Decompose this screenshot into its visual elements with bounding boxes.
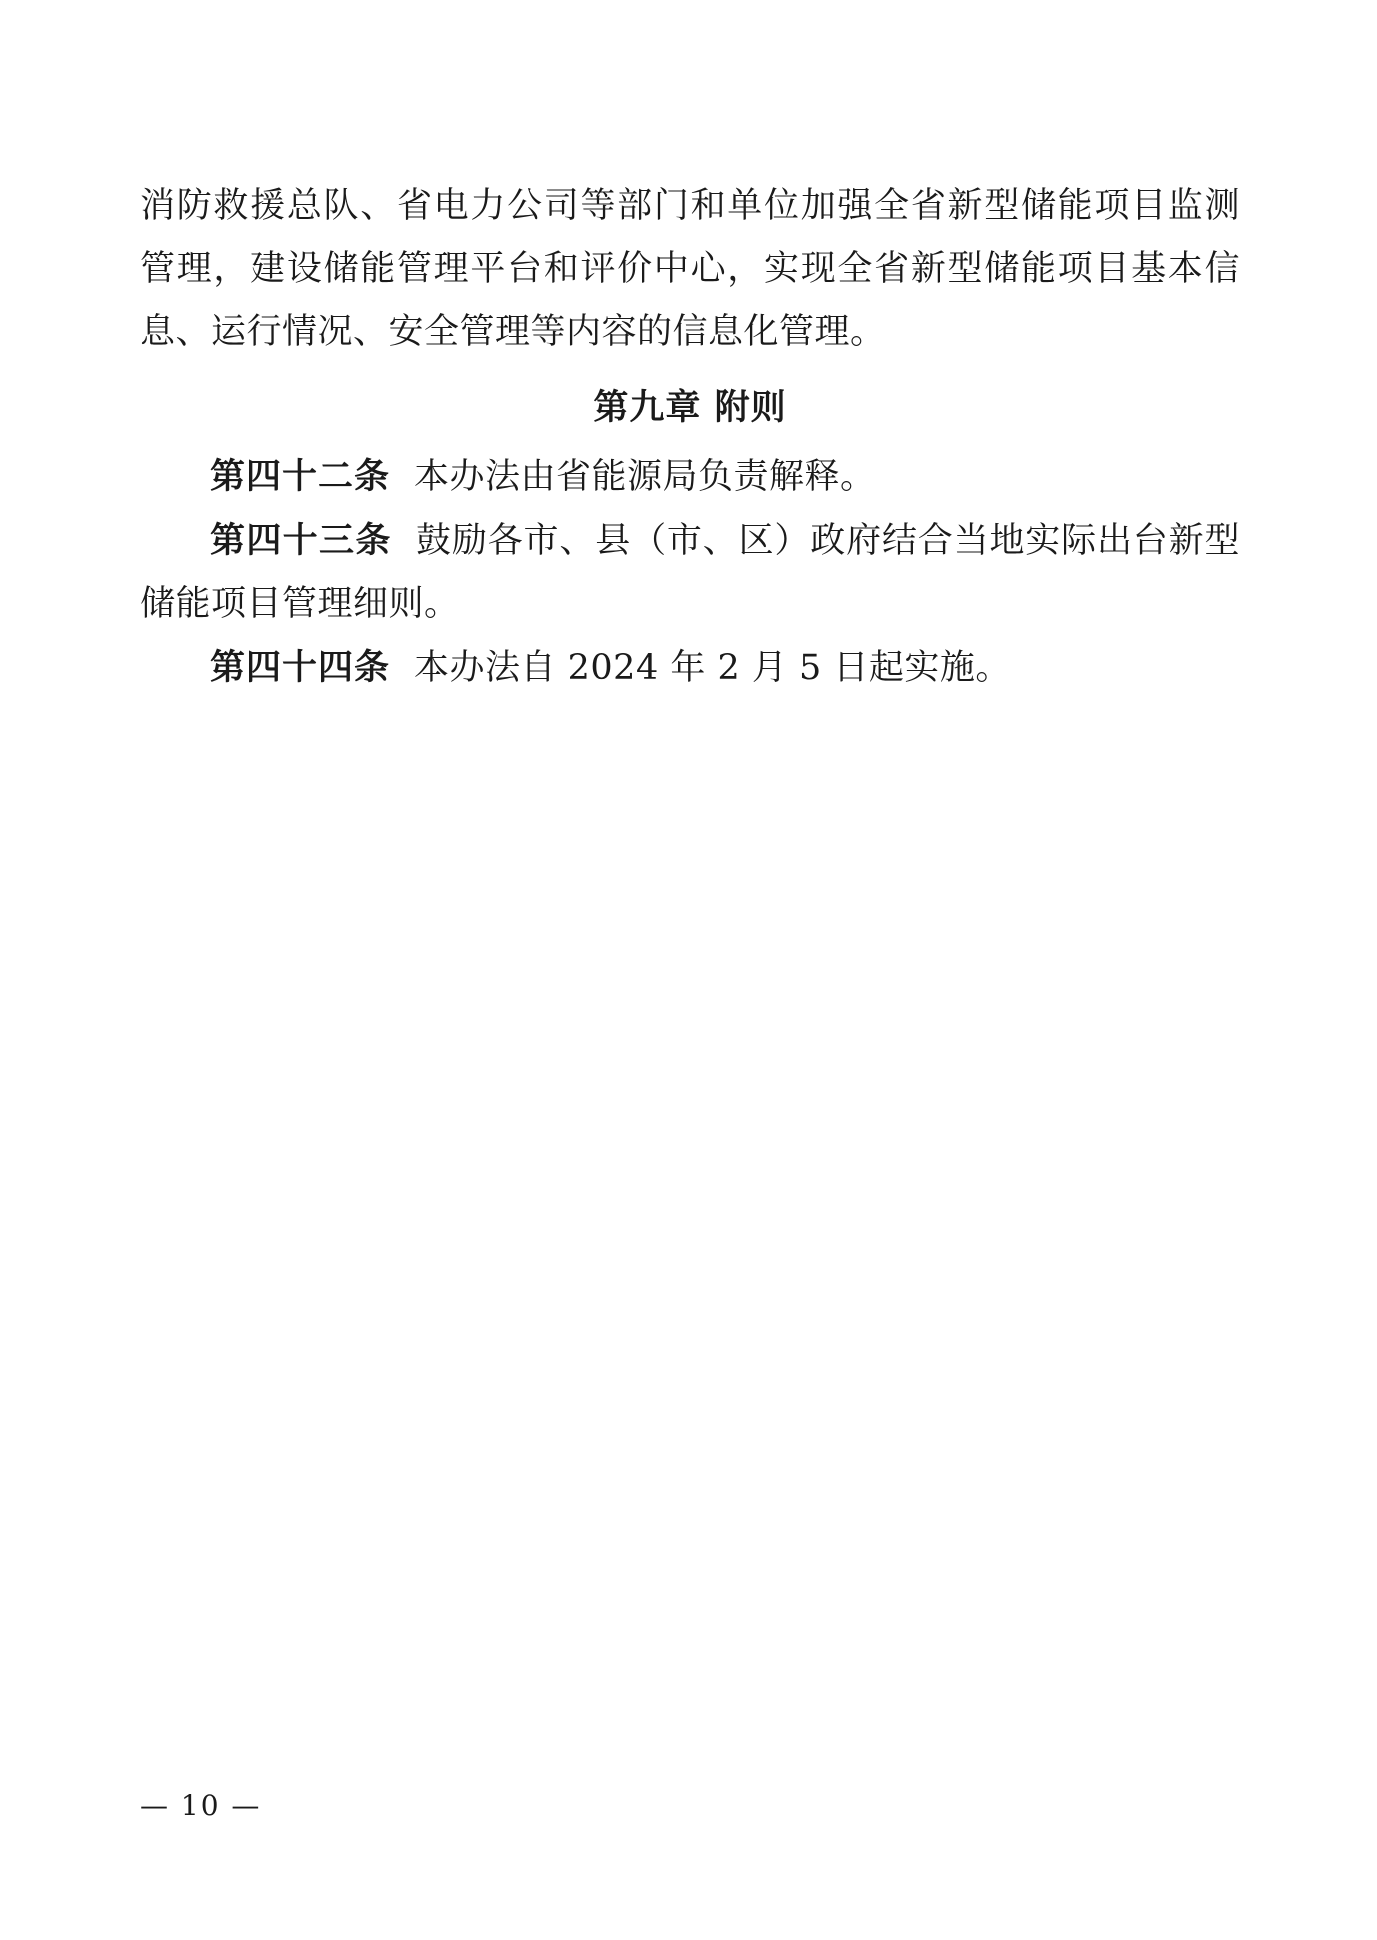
article-label: 第四十二条 bbox=[210, 456, 391, 497]
page-number: — 10 — bbox=[140, 1789, 262, 1822]
article-text: 鼓励各市、县（市、区）政府结合当地实际出台新型储能项目管理细则。 bbox=[140, 521, 1240, 624]
body-paragraph: 消防救援总队、省电力公司等部门和单位加强全省新型储能项目监测管理，建设储能管理平台和评价中心，实现全省新型储能项目基本信息、运行情况、安全管理等内容的信息化管理。 bbox=[140, 186, 1240, 352]
document-content bbox=[140, 175, 1240, 700]
article-text: 本办法由省能源局负责解释。 bbox=[414, 457, 876, 497]
article-label: 第四十三条 bbox=[210, 520, 392, 561]
article-text: 本办法自 2024 年 2 月 5 日起实施。 bbox=[414, 648, 1011, 688]
chapter-heading: 第九章 附则 bbox=[593, 387, 787, 428]
article-item bbox=[140, 445, 1240, 509]
article-label: 第四十四条 bbox=[210, 647, 391, 688]
article-item bbox=[140, 509, 1240, 636]
article-item bbox=[140, 636, 1240, 700]
